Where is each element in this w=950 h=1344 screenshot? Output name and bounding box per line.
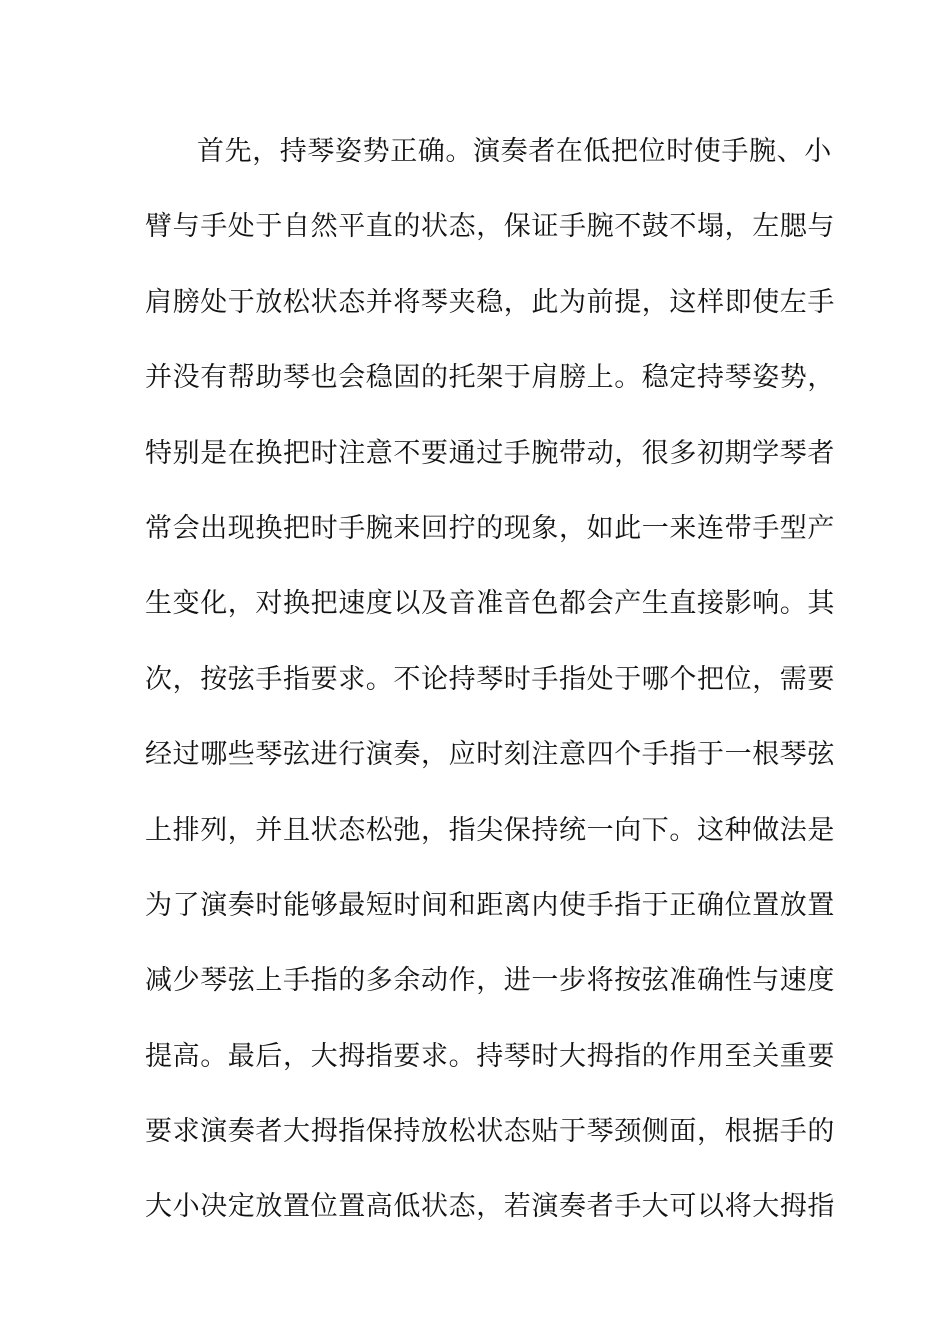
paragraph-line: 上排列，并且状态松弛，指尖保持统一向下。这种做法是 xyxy=(145,814,835,846)
paragraph-line: 提高。最后，大拇指要求。持琴时大拇指的作用至关重要 xyxy=(145,1040,835,1072)
paragraph-line: 常会出现换把时手腕来回拧的现象，如此一来连带手型产 xyxy=(145,512,835,544)
paragraph-line: 减少琴弦上手指的多余动作，进一步将按弦准确性与速度 xyxy=(145,965,835,997)
paragraph-line: 臂与手处于自然平直的状态，保证手腕不鼓不塌，左腮与 xyxy=(145,211,835,243)
paragraph-line: 经过哪些琴弦进行演奏，应时刻注意四个手指于一根琴弦 xyxy=(145,739,835,771)
paragraph-line: 次，按弦手指要求。不论持琴时手指处于哪个把位，需要 xyxy=(145,663,835,695)
paragraph-line: 生变化，对换把速度以及音准音色都会产生直接影响。其 xyxy=(145,588,835,620)
paragraph-line: 要求演奏者大拇指保持放松状态贴于琴颈侧面，根据手的 xyxy=(145,1116,835,1148)
body-paragraph xyxy=(145,129,835,1260)
paragraph-line: 肩膀处于放松状态并将琴夹稳，此为前提，这样即使左手 xyxy=(145,286,835,318)
paragraph-line: 首先，持琴姿势正确。演奏者在低把位时使手腕、小 xyxy=(197,136,832,167)
paragraph-line: 为了演奏时能够最短时间和距离内使手指于正确位置放置 xyxy=(145,889,835,921)
paragraph-line: 大小决定放置位置高低状态，若演奏者手大可以将大拇指 xyxy=(145,1191,835,1223)
paragraph-line: 并没有帮助琴也会稳固的托架于肩膀上。稳定持琴姿势， xyxy=(145,362,835,394)
paragraph-line: 特别是在换把时注意不要通过手腕带动，很多初期学琴者 xyxy=(145,437,835,469)
